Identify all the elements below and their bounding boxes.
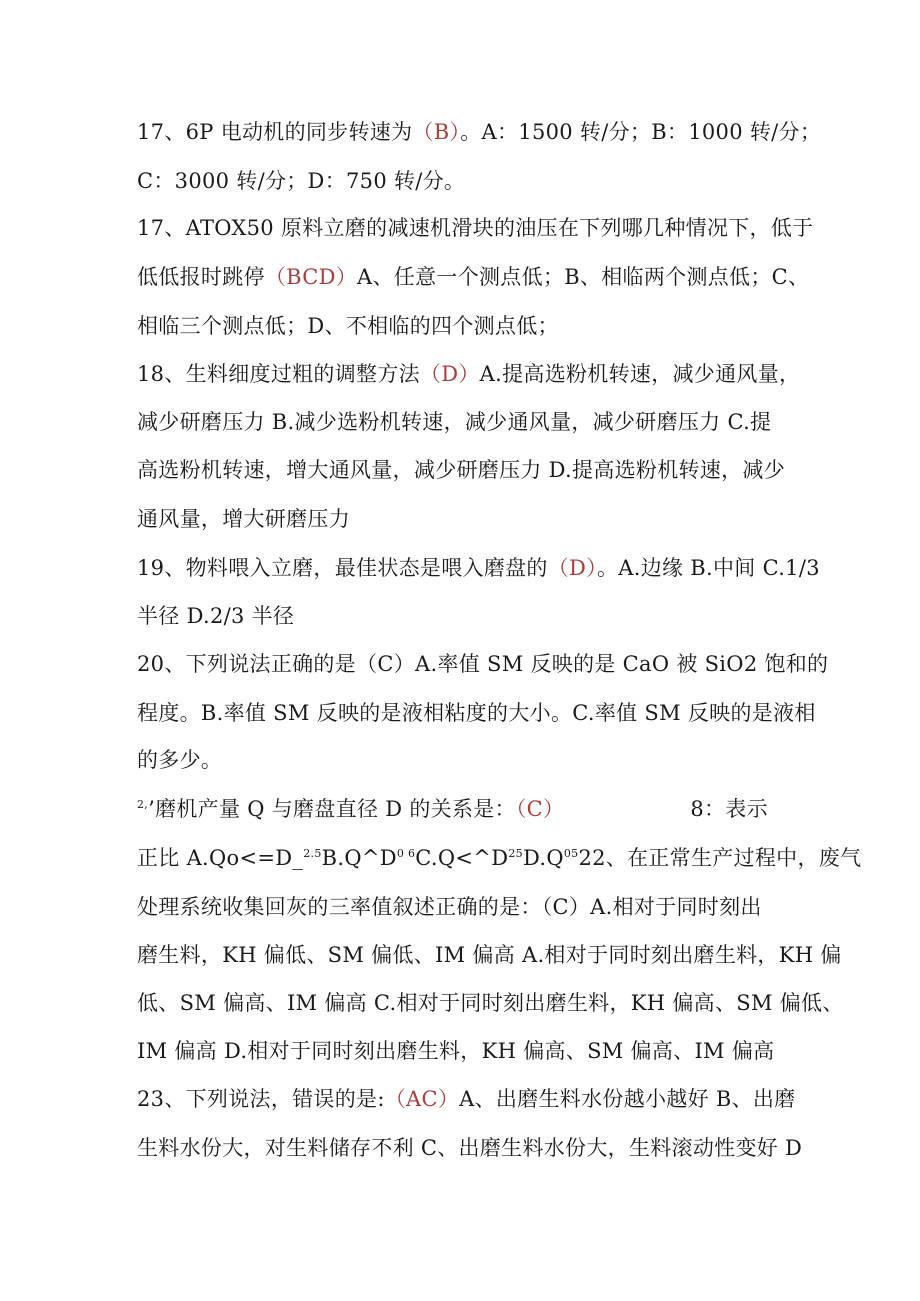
question-20-line-2: 程度。B.率值 SM 反映的是液相粘度的大小。C.率值 SM 反映的是液相: [137, 701, 816, 725]
question-17b-line-1: 17、ATOX50 原料立磨的减速机滑块的油压在下列哪几种情况下，低于: [137, 216, 814, 240]
question-21-line-2: 正比 $A.Qo<=D\_^{2.5}B.Q\^{}D^{0 6}C.Q<\^{}D^{25}D.Q^{05}22$、在正常生产过程中，废气: [137, 846, 862, 870]
answer-mark: （AC）: [384, 1087, 460, 1111]
question-18-line-2: 减少研磨压力 B.减少选粉机转速，减少通风量，减少研磨压力 C.提: [137, 410, 772, 434]
question-22-line-2: 磨生料，KH 偏低、SM 偏低、IM 偏高 A.相对于同时刻出磨生料，KH 偏: [137, 943, 842, 967]
question-17a-line-1: 17、6P 电动机的同步转速为（B）。A：1500 转/分；B：1000 转/分；: [137, 120, 822, 144]
question-22-line-4: IM 偏高 D.相对于同时刻出磨生料，KH 偏高、SM 偏高、IM 偏高: [137, 1039, 775, 1063]
question-22-line-3: 低、SM 偏高、IM 偏高 C.相对于同时刻出磨生料，KH 偏高、SM 偏低、: [137, 991, 844, 1015]
answer-mark: （BCD）: [264, 265, 358, 289]
question-18-line-3: 高选粉机转速，增大通风量，减少研磨压力 D.提高选粉机转速，减少: [137, 458, 786, 482]
question-23-line-1: 23、下列说法，错误的是:（AC）A、出磨生料水份越小越好 B、出磨: [137, 1087, 796, 1111]
question-22-line-1: 处理系统收集回灰的三率值叙述正确的是：（C）A.相对于同时刻出: [137, 895, 762, 919]
question-17a-line-2: C：3000 转/分；D：750 转/分。: [137, 169, 466, 193]
answer-mark: （D）: [419, 362, 480, 386]
answer-mark: （D）: [547, 556, 597, 580]
question-17b-line-3: 相临三个测点低；D、不相临的四个测点低；: [137, 314, 559, 338]
question-18-line-1: 18、生料细度过粗的调整方法（D）A.提高选粉机转速，减少通风量，: [137, 362, 801, 386]
answer-mark: （C）: [515, 797, 565, 821]
question-18-line-4: 通风量，增大研磨压力: [137, 507, 350, 531]
question-17b-line-2: 低低报时跳停（BCD）A、任意一个测点低；B、相临两个测点低；C、: [137, 265, 810, 289]
question-20-line-1: 20、下列说法正确的是（C）A.率值 SM 反映的是 CaO 被 SiO2 饱和的: [137, 652, 829, 676]
answer-mark: （B）: [412, 120, 461, 144]
question-23-line-2: 生料水份大，对生料储存不利 C、出磨生料水份大，生料滚动性变好 D: [137, 1136, 803, 1160]
question-19-line-1: 19、物料喂入立磨，最佳状态是喂入磨盘的（D）。A.边缘 B.中间 C.1/3: [137, 556, 820, 580]
question-20-line-3: 的多少。: [137, 748, 223, 772]
question-19-line-2: 半径 D.2/3 半径: [137, 604, 295, 628]
question-21-line-1: $^{2,}$’磨机产量 Q 与磨盘直径 D 的关系是：（C） 8：表示: [137, 797, 768, 821]
